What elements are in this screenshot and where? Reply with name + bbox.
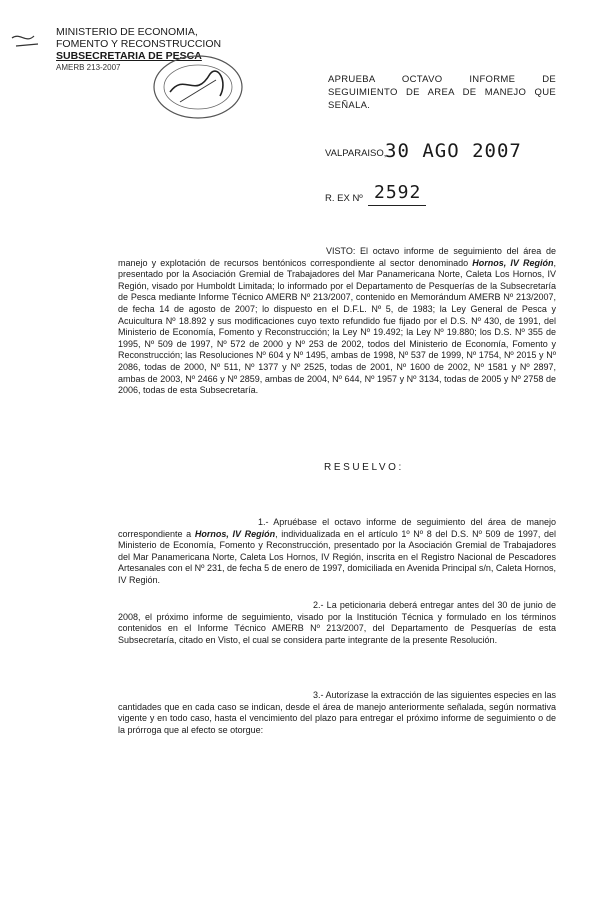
signature-mark (8, 28, 48, 68)
article-1-text-start: 1.- Apruébase el octavo informe de seguimiento del área de manejo correspondiente a (118, 517, 556, 539)
date-stamp: 30 AGO 2007 (385, 140, 522, 162)
article-3-paragraph: 3.- Autorízase la extracción de las siguientes especies en las cantidades que en cada caso se indican, desde el área de manejo anteriormente señalada, según normativa vigente y en todo caso, hasta el vencimiento del plazo para entregar el próximo informe de seguimiento o de la prórroga que al efecto se otorgue: (118, 690, 556, 735)
article-1-paragraph (118, 517, 556, 587)
ministry-name-continued: FOMENTO Y RECONSTRUCCION (56, 38, 222, 50)
subsecretaria-name: SUBSECRETARIA DE PESCA (56, 50, 202, 62)
visto-sector-name: Hornos, IV Región (472, 257, 554, 268)
resolution-number-underline (368, 205, 426, 206)
visto-text-start: VISTO: El octavo informe de seguimiento del área de manejo y explotación de recursos bentónicos correspondiente al sector denominado (118, 246, 556, 268)
resolution-number: 2592 (374, 182, 422, 203)
visto-text-end: , presentado por la Asociación Gremial de Trabajadores del Mar Panamericana Norte, Caleta Los Hornos, IV Región, visado por Humboldt Limitada; lo informado por el Departamento de Pesquerías de la Subsecretaría de Pesca mediante Informe Técnico AMERB Nº 213/2007, contenido en Memorándum AMERB Nº 213/2007, de fecha 14 de agosto de 2007; lo dispuesto en el D.F.L. Nº 5, de 1983; la Ley General de Pesca y Acuicultura Nº 18.892 y sus modificaciones cuyo texto refundido fue fijado por el D.S. Nº 430, de 1991, del Ministerio de Economía, Fomento y Reconstrucción; la Ley Nº 19.492; la Ley Nº 19.880; los D.S. Nº 355 de 1995, Nº 509 de 1997, Nº 572 de 2000 y Nº 253 de 2002, todos del Ministerio de Economía, Fomento y Reconstrucción; las Resoluciones Nº 604 y Nº 1495, ambas de 1998, Nº 537 de 1999, Nº 1754, Nº 2015 y Nº 2086, todas de 2000, Nº 511, Nº 1377 y Nº 2525, todas de 2001, Nº 1600 de 2002, Nº 1581 y Nº 2897, ambas de 2003, Nº 2466 y Nº 2859, ambas de 2004, Nº 644, Nº 1957 y Nº 3134, todas de 2005 y Nº 2758 de 2006, todas de esta Subsecretaría. (118, 257, 556, 396)
resolution-subject: APRUEBA OCTAVO INFORME DE SEGUIMIENTO DE AREA DE MANEJO QUE SEÑALA. (328, 74, 556, 111)
ministry-name: MINISTERIO DE ECONOMIA, (56, 26, 198, 38)
article-1-text-end: , individualizada en el artículo 1º Nº 8 del D.S. Nº 509 de 1997, del Ministerio de Economía, Fomento y Reconstrucción, presentado por la Asociación Gremial de Trabajadores del Mar Panamericana Norte, Caleta Los Hornos, IV Región, inscrita en el Registro Nacional de Pescadores Artesanales con el Nº 231, de fecha 5 de enero de 1997, domiciliada en Avenida Principal s/n, Caleta Hornos, IV Región. (118, 528, 556, 585)
article-1-sector-name: Hornos, IV Región (194, 528, 276, 539)
official-stamp (150, 52, 246, 122)
article-2-paragraph: 2.- La peticionaria deberá entregar antes del 30 de junio de 2008, el próximo informe de seguimiento, visado por la Institución Técnica y formulado en los términos contenidos en el Informe Técnico AMERB Nº 213/2007, del Departamento de Pesquerías de esta Subsecretaría, citado en Visto, el cual se considera parte integrante de la presente Resolución. (118, 600, 556, 645)
reference-code: AMERB 213-2007 (56, 63, 121, 72)
resuelvo-heading: RESUELVO: (324, 462, 404, 473)
place-label: VALPARAISO, (325, 148, 387, 159)
resolution-number-label: R. EX Nº (325, 193, 363, 204)
visto-paragraph (118, 246, 556, 397)
